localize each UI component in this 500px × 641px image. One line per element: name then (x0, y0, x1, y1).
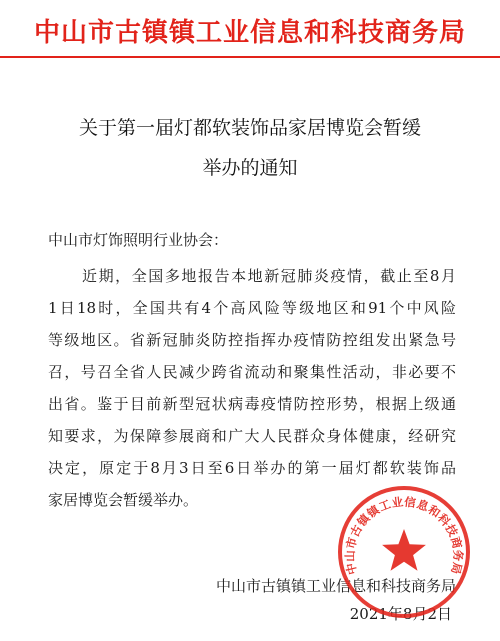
body-line-2: 1日18时，全国共有4个高风险等级地区和91个中风险 (48, 299, 456, 317)
document-title-line-1: 关于第一届灯都软装饰品家居博览会暂缓 (78, 117, 421, 139)
signature-date: 2021年8月2日 (349, 605, 452, 623)
body-line-5: 出省。鉴于目前新型冠状病毒疫情防控形势，根据上级通 (48, 395, 456, 413)
document-title-line-2: 举办的通知 (202, 157, 298, 179)
seal-text: 中山市古镇镇工业信息和科技商务局 (342, 494, 466, 577)
body-line-8: 家居博览会暂缓举办。 (48, 491, 199, 509)
body-line-7: 决定，原定于8月3日至6日举办的第一届灯都软装饰品 (48, 459, 456, 477)
body-line-3: 等级地区。省新冠肺炎防控指挥办疫情防控组发出紧急号 (48, 331, 456, 349)
body-line-6: 知要求，为保障参展商和广大人民群众身体健康，经研究 (48, 427, 456, 445)
header-red-rule (0, 56, 500, 58)
issuing-authority-header: 中山市古镇镇工业信息和科技商务局 (33, 18, 466, 48)
body-line-4: 召，号召全省人民减少跨省流动和聚集性活动，非必要不 (48, 363, 456, 381)
seal-star-icon (382, 529, 426, 571)
salutation: 中山市灯饰照明行业协会： (48, 231, 229, 249)
signature-organization: 中山市古镇镇工业信息和科技商务局 (215, 577, 456, 595)
body-line-1: 近期，全国多地报告本地新冠肺炎疫情，截止至8月 (82, 267, 456, 285)
official-seal (334, 482, 474, 622)
